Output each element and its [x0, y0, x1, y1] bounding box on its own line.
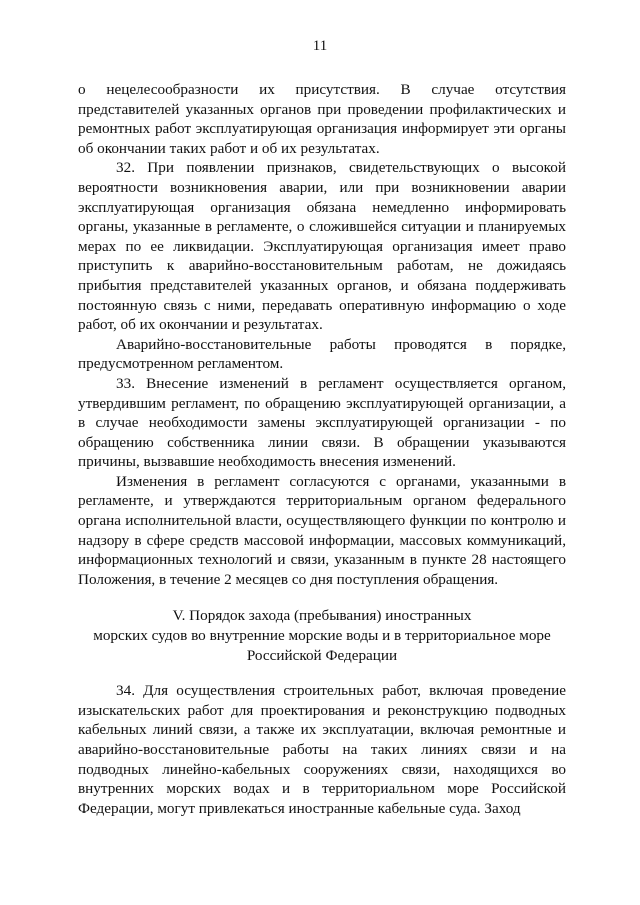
page-number: 11: [312, 38, 328, 54]
paragraph-34: 34. Для осуществления строительных работ, включая проведение изыскательских работ для проектирования и реконструкцию подводных кабельных линий связи, а также их эксплуатации, включая ремонтные и аварийно-восстановительные работы на таких линиях связи и на подводных линейно-кабельных сооружениях связи, находящихся во внутренних морских водах и в территориальном море Российской Федерации, могут привлекаться иностранные кабельные суда. Заход: [78, 682, 566, 817]
paragraph-33: 33. Внесение изменений в регламент осуществляется органом, утвердившим регламент, по обращению эксплуатирующей организации, а в случае необходимости замены эксплуатирующей организации - по обращению собственника линии связи. В обращении указываются причины, вызвавшие необходимость внесения изменений.: [78, 374, 566, 471]
document-body: [78, 80, 566, 818]
paragraph-32: 32. При появлении признаков, свидетельствующих о высокой вероятности возникновения аварии, или при возникновении аварии эксплуатирующая организация обязана немедленно информировать органы, указанные в регламенте, о сложившейся ситуации и планируемых мерах по ее ликвидации. Эксплуатирующая организация имеет право приступить к аварийно-восстановительным работам, не дожидаясь прибытия представителей указанных органов, и обязана поддерживать постоянную связь с ними, передавать оперативную информацию о ходе работ, об их окончании и результатах.: [78, 159, 566, 334]
section-heading-line: морских судов во внутренние морские воды и в территориальное море: [93, 627, 551, 645]
paragraph: о нецелесообразности их присутствия. В случае отсутствия представителей указанных органов при проведении профилактических и ремонтных работ эксплуатирующая организация информирует эти органы об окончании таких работ и об их результатах.: [78, 81, 566, 157]
section-heading-line: V. Порядок захода (пребывания) иностранных: [172, 607, 472, 625]
paragraph: Изменения в регламент согласуются с органами, указанными в регламенте, и утверждаются территориальным органом федерального органа исполнительной власти, осуществляющего функции по контролю и надзору в сфере средств массовой информации, массовых коммуникаций, информационных технологий и связи, указанным в пункте 28 настоящего Положения, в течение 2 месяцев со дня поступления обращения.: [78, 472, 566, 588]
paragraph: Аварийно-восстановительные работы проводятся в порядке, предусмотренном регламентом.: [78, 335, 566, 373]
section-heading: [78, 606, 566, 665]
section-heading-line: Российской Федерации: [246, 646, 398, 664]
